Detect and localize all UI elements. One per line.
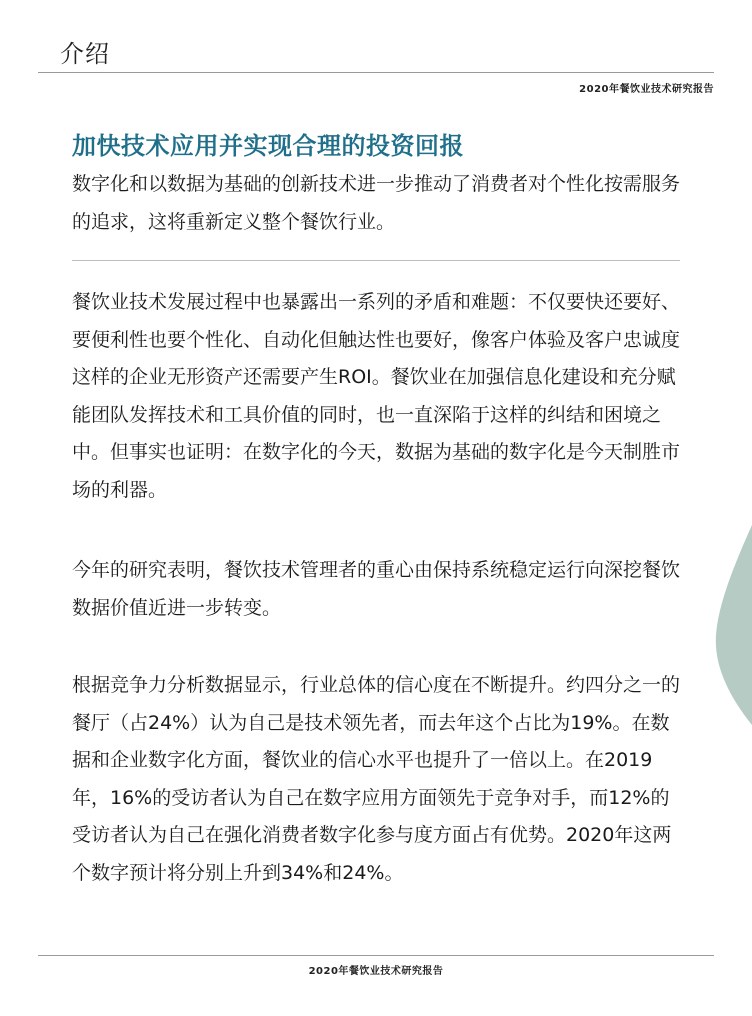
headline: 加快技术应用并实现合理的投资回报	[72, 132, 464, 160]
body-paragraph-2: 今年的研究表明，餐饮技术管理者的重心由保持系统稳定运行向深挖餐饮数据价值近进一步转变。	[72, 559, 681, 619]
decorative-leaf-shape	[712, 525, 752, 725]
header-divider	[38, 72, 714, 73]
intro-paragraph: 数字化和以数据为基础的创新技术进一步推动了消费者对个性化按需服务的追求，这将重新定义整个餐饮行业。	[72, 173, 681, 233]
body-paragraph-1: 餐饮业技术发展过程中也暴露出一系列的矛盾和难题：不仅要快还要好、要便利性也要个性化、自动化但触达性也要好，像客户体验及客户忠诚度这样的企业无形资产还需要产生ROI。餐饮业在加强信息化建设和充分赋能团队发挥技术和工具价值的同时，也一直深陷于这样的纠结和困境之中。但事实也证明：在数字化的今天，数据为基础的数字化是今天制胜市场的利器。	[72, 291, 681, 501]
footer-divider	[38, 955, 714, 956]
body-paragraph-3: 根据竞争力分析数据显示，行业总体的信心度在不断提升。约四分之一的餐厅（占24%）认为自己是技术领先者，而去年这个占比为19%。在数据和企业数字化方面，餐饮业的信心水平也提升了一倍以上。在2019年，16%的受访者认为自己在数字应用方面领先于竞争对手，而12%的受访者认为自己在强化消费者数字化参与度方面占有优势。2020年这两个数字预计将分别上升到34%和24%。	[72, 674, 681, 884]
footer-report-title: 2020年餐饮业技术研究报告	[308, 966, 444, 977]
header-report-title: 2020年餐饮业技术研究报告	[579, 84, 714, 95]
content-divider	[72, 260, 680, 261]
section-title: 介绍	[60, 40, 110, 68]
